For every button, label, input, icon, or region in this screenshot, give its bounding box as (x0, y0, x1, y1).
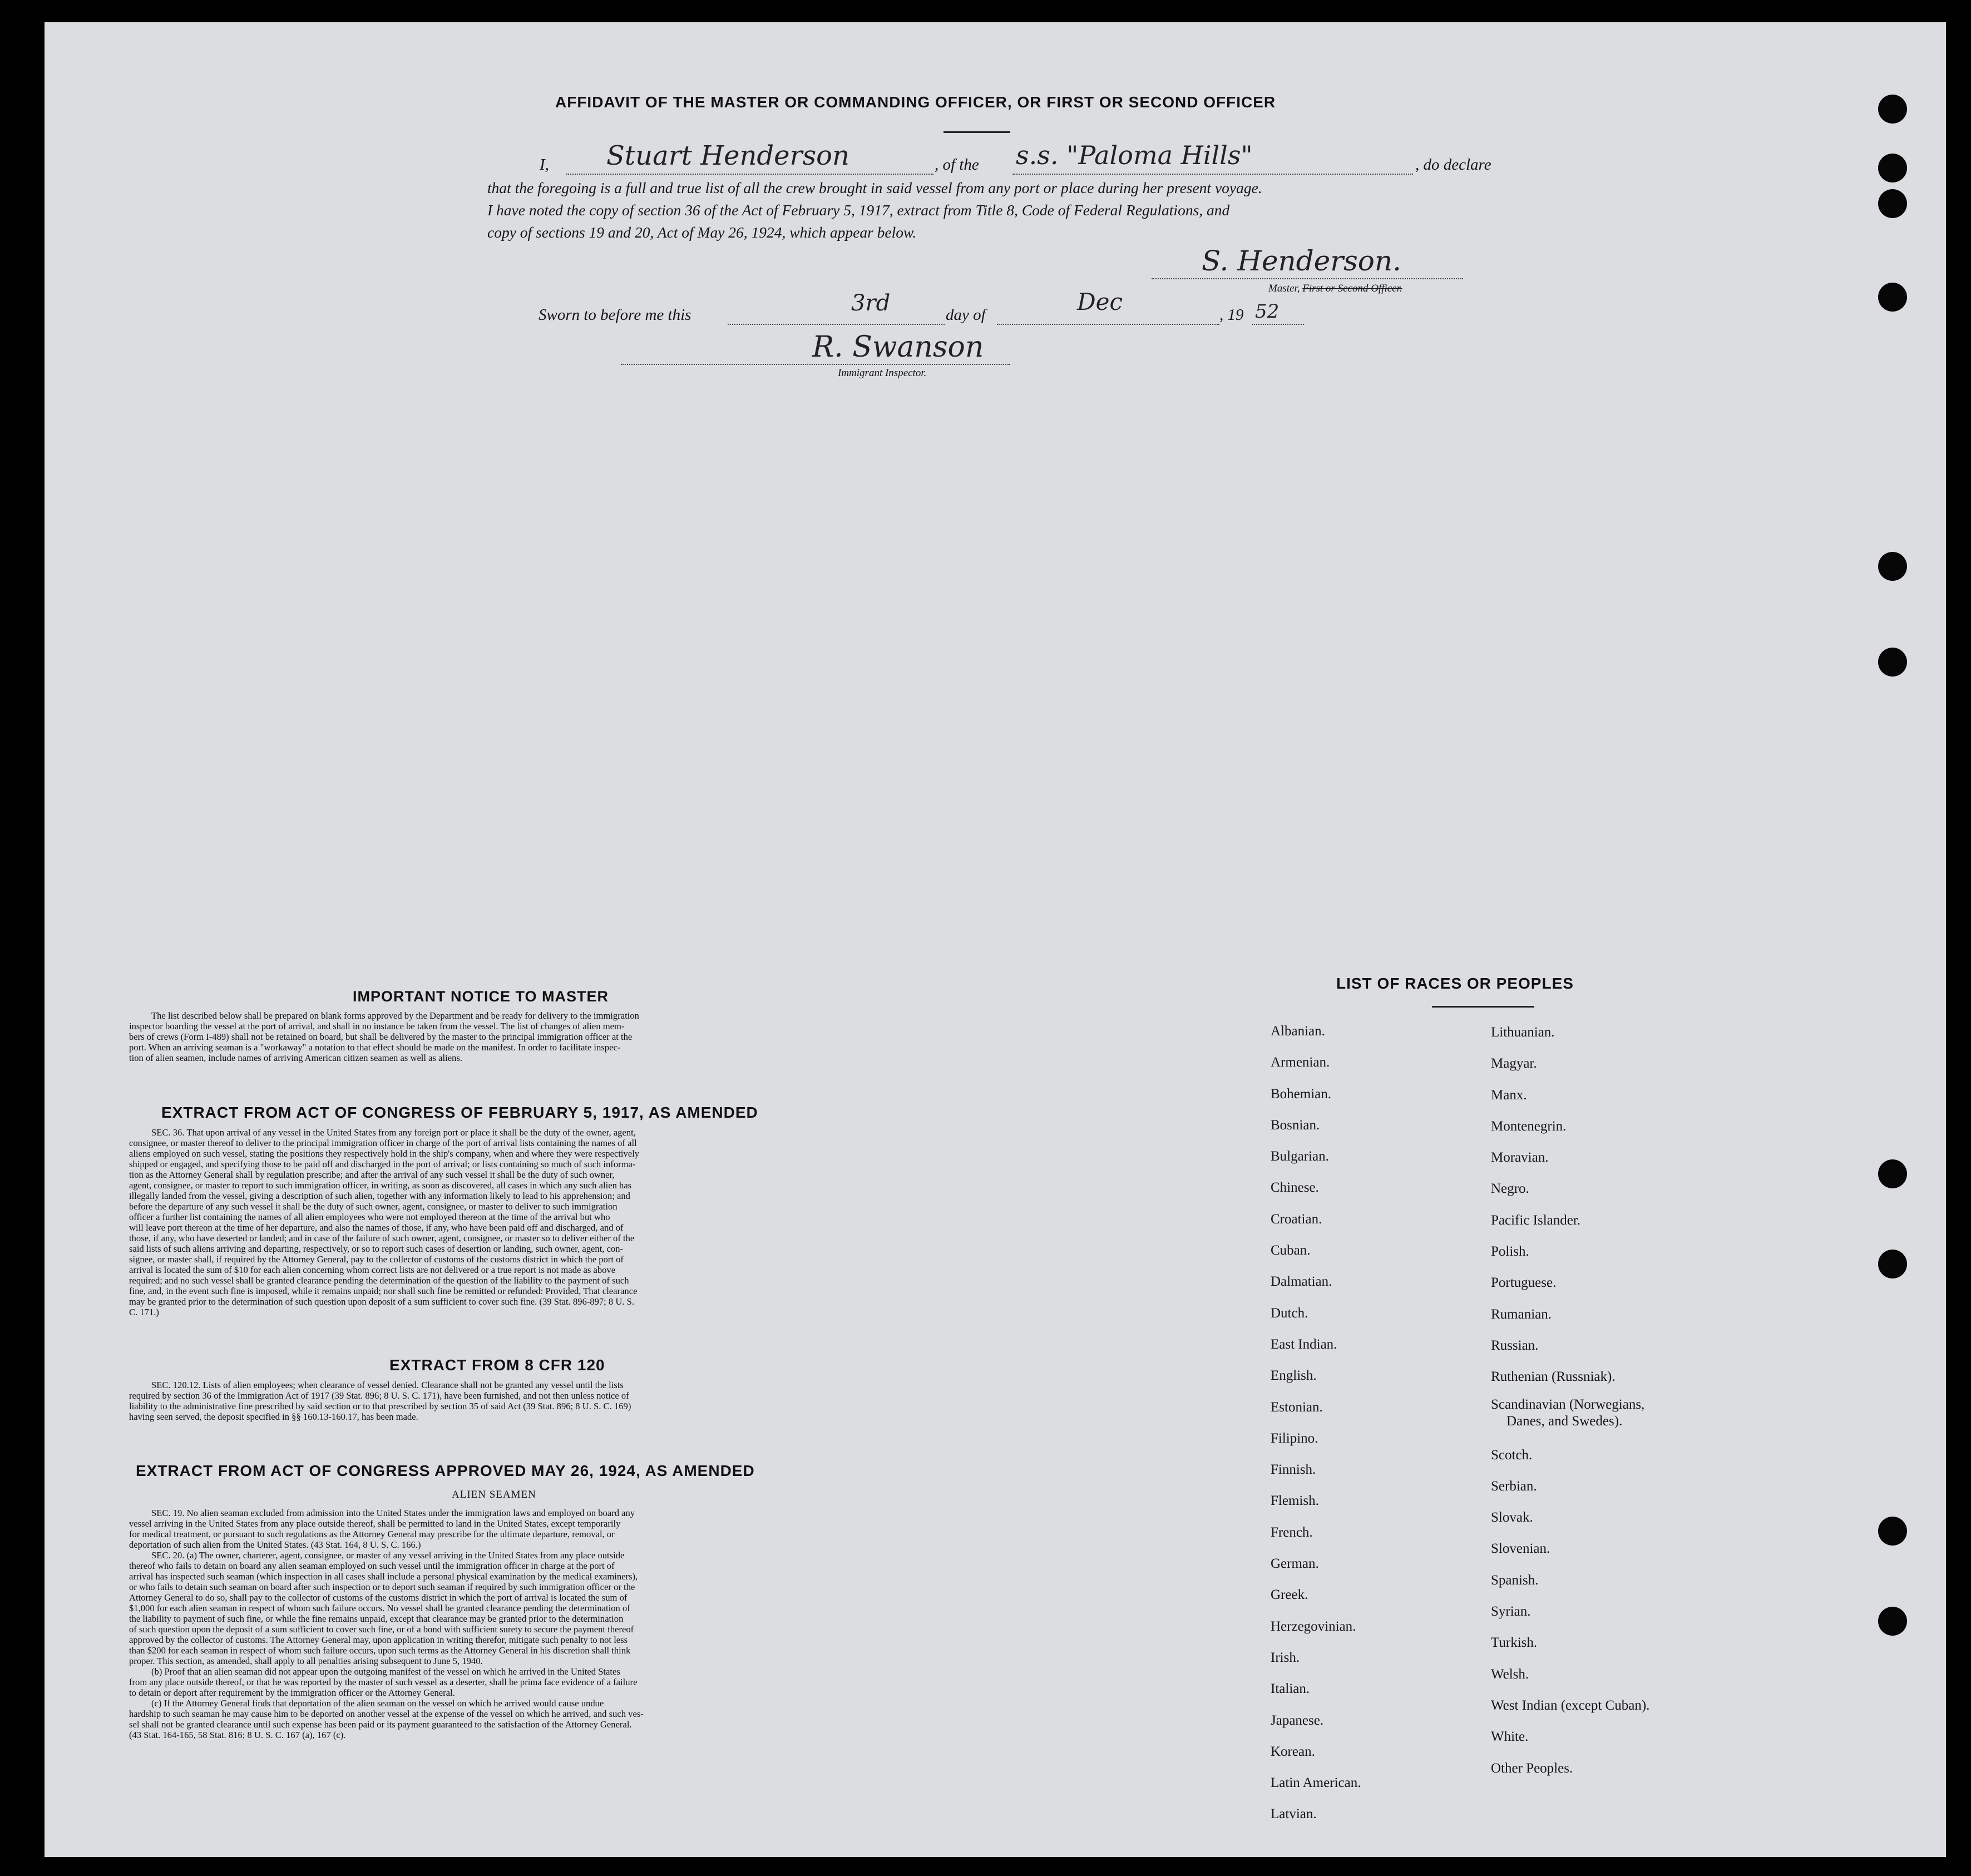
race-item: Latvian. (1271, 1806, 1317, 1822)
races-column-2 (1491, 1017, 1649, 1784)
punch-hole (1878, 154, 1907, 182)
extract-1924-line: from any place outside thereof, or that he was reported by the master of such vessel as a deserter, shall be prima face evidence of a failure (129, 1677, 638, 1687)
extract-1917-title: EXTRACT FROM ACT OF CONGRESS OF FEBRUARY 5, 1917, AS AMENDED (161, 1104, 758, 1121)
extract-1917-line: SEC. 36. That upon arrival of any vessel in the United States from any foreign port or place it shall be the duty of the owner, agent, (151, 1127, 636, 1138)
extract-1917-line: required; and no such vessel shall be granted clearance pending the determination of the question of the liability to the payment of such (129, 1275, 629, 1286)
race-item-scandinavian (1491, 1393, 1649, 1440)
race-item: Croatian. (1271, 1211, 1322, 1227)
extract-1924-subtitle: ALIEN SEAMEN (452, 1489, 536, 1500)
extract-1924-line: for medical treatment, or pursuant to such regulations as the Attorney General may prescribe for the ultimate departure, removal, or (129, 1529, 615, 1539)
race-item: Greek. (1271, 1587, 1308, 1603)
extract-1924-line: (b) Proof that an alien seaman did not appear upon the outgoing manifest of the vessel on which he arrived in the United States (151, 1666, 620, 1677)
extract-1924-line: thereof who fails to detain on board any alien seaman employed on such vessel until the immigration officer in charge at the port of (129, 1561, 615, 1571)
race-item: West Indian (except Cuban). (1491, 1697, 1650, 1713)
races-column-1 (1271, 1016, 1361, 1830)
race-item: Russian. (1491, 1337, 1539, 1353)
race-item: Japanese. (1271, 1712, 1324, 1728)
day-of-label: day of (946, 306, 986, 324)
officer-name-line (566, 174, 933, 175)
race-item: Korean. (1271, 1744, 1315, 1759)
inspector-signature-line (621, 364, 1010, 365)
race-item: Herzegovinian. (1271, 1618, 1356, 1634)
extract-1917-line: arrival is located the sum of $10 for each alien concerning whom correct lists are not delivered or a true report is not made as above (129, 1265, 616, 1275)
race-item: Slovenian. (1491, 1541, 1550, 1557)
race-item: German. (1271, 1556, 1319, 1572)
extract-cfr-line: liability to the administrative fine prescribed by said section or to that prescribed by section 35 of said Act (39 Stat. 896; 8 U. S. C. 169) (129, 1401, 631, 1411)
affidavit-line1-post: , do declare (1415, 156, 1491, 174)
race-item: Welsh. (1491, 1666, 1529, 1682)
races-title: LIST OF RACES OR PEOPLES (1336, 975, 1574, 992)
year-handwritten: 52 (1255, 300, 1280, 323)
race-item: Filipino. (1271, 1430, 1318, 1446)
affidavit-body-line: copy of sections 19 and 20, Act of May 26, 1924, which appear below. (487, 224, 917, 241)
race-item: Serbian. (1491, 1478, 1537, 1494)
punch-hole (1878, 95, 1907, 124)
officer-name-handwritten: Stuart Henderson (606, 140, 849, 171)
race-item: Manx. (1491, 1087, 1527, 1103)
notice-line: port. When an arriving seaman is a "workaway" a notation to that effect should be made on the manifest. In order to facilitate inspec- (129, 1042, 621, 1053)
extract-cfr-body (129, 1380, 927, 1422)
race-item: Scotch. (1491, 1447, 1533, 1463)
extract-1917-line: tion as the Attorney General shall by regulation prescribe; and after the arrival of any such vessel it shall be the duty of such owner, (129, 1169, 615, 1180)
year-line (1252, 324, 1304, 325)
punch-hole (1878, 552, 1907, 581)
extract-1924-line: approved by the collector of customs. The Attorney General may, upon application in writing therefor, mitigate such penalty to not less (129, 1635, 628, 1645)
extract-1924-line: arrival has inspected such seaman (which inspection in all cases shall include a personal physical examination by the medical examiners), (129, 1571, 638, 1582)
race-item: Magyar. (1491, 1056, 1537, 1072)
year-prefix: , 19 (1219, 306, 1244, 324)
sworn-month-line (997, 324, 1219, 325)
extract-1917-line: fine, and, in the event such fine is imposed, while it remains unpaid; nor shall such fine be remitted or refunded: Provided, That clearance (129, 1286, 638, 1296)
race-item: Polish. (1491, 1244, 1529, 1260)
extract-1924-line: $1,000 for each alien seaman in respect of whom such failure occurs. No vessel shall be granted clearance pending the determination of (129, 1603, 630, 1613)
race-item: Rumanian. (1491, 1306, 1552, 1322)
extract-1924-line: Attorney General to do so, shall pay to the collector of customs of the customs district in which the port of arrival is located the sum of (129, 1592, 628, 1603)
race-item: Italian. (1271, 1681, 1310, 1697)
race-item: Moravian. (1491, 1150, 1549, 1166)
race-item: Syrian. (1491, 1604, 1531, 1620)
extract-1917-line: officer a further list containing the names of all alien employees who were not employed thereon at the time of the arrival but who (129, 1212, 610, 1222)
affidavit-body-line: that the foregoing is a full and true list of all the crew brought in said vessel from any port or place during her present voyage. (487, 179, 1262, 196)
master-caption-label: Master, (1268, 283, 1300, 294)
extract-1924-line: deportation of such alien from the United States. (43 Stat. 164, 8 U. S. C. 166.) (129, 1539, 421, 1550)
extract-1917-line: said lists of such aliens arriving and departing, respectively, or so to report such cases of desertion or landing, such owner, agent, con- (129, 1243, 624, 1254)
notice-line: tion of alien seamen, include names of arriving American citizen seamen as well as aliens. (129, 1053, 463, 1063)
race-item: French. (1271, 1524, 1313, 1540)
race-item-scandinavian-line2: Danes, and Swedes). (1506, 1413, 1623, 1429)
extract-cfr-line: SEC. 120.12. Lists of alien employees; when clearance of vessel denied. Clearance shall not be granted any vessel until the lists (151, 1380, 624, 1390)
race-item: Irish. (1271, 1650, 1300, 1665)
race-item: Montenegrin. (1491, 1118, 1567, 1134)
affidavit-body-line: I have noted the copy of section 36 of the Act of February 5, 1917, extract from Title 8, Code of Federal Regulations, and (487, 201, 1230, 219)
extract-1917-line: aliens employed on such vessel, stating the positions they respectively hold in the ship's company, when and where they were respectively (129, 1148, 640, 1159)
extract-1924-title: EXTRACT FROM ACT OF CONGRESS APPROVED MAY 26, 1924, AS AMENDED (136, 1462, 755, 1479)
race-item-scandinavian-line1: Scandinavian (Norwegians, (1491, 1396, 1645, 1412)
race-item: Portuguese. (1491, 1275, 1557, 1291)
race-item: Bohemian. (1271, 1086, 1332, 1102)
race-item: Finnish. (1271, 1462, 1316, 1478)
notice-title: IMPORTANT NOTICE TO MASTER (353, 988, 609, 1005)
inspector-signature: R. Swanson (812, 330, 984, 364)
notice-line: bers of crews (Form I-489) shall not be retained on board, but shall be delivered by the master to the principal immigration officer at the (129, 1031, 633, 1042)
extract-1924-body (129, 1508, 927, 1740)
extract-1917-line: will leave port thereon at the time of her departure, and also the names of those, if any, who have been paid off and discharged, and of (129, 1222, 624, 1233)
race-item: Turkish. (1491, 1635, 1538, 1651)
affidavit-title: AFFIDAVIT OF THE MASTER OR COMMANDING OFFICER, OR FIRST OR SECOND OFFICER (555, 93, 1276, 111)
extract-1924-line: vessel arriving in the United States from any place outside thereof, shall be permitted to land in the United States, except temporarily (129, 1518, 621, 1529)
affidavit-line1-mid: , of the (935, 156, 979, 174)
race-item: Dalmatian. (1271, 1274, 1332, 1290)
race-item: Latin American. (1271, 1775, 1361, 1791)
extract-1924-line: SEC. 20. (a) The owner, charterer, agent, consignee, or master of any vessel arriving in the United States from any place outside (151, 1550, 625, 1561)
extract-1917-body (129, 1127, 927, 1317)
vessel-name-handwritten: s.s. "Paloma Hills" (1016, 140, 1253, 170)
title-rule (943, 131, 1010, 133)
punch-hole (1878, 1607, 1907, 1636)
extract-1924-line: or who fails to detain such seaman on board after such inspection or to deport such seaman if required by such immigration officer or the (129, 1582, 635, 1592)
master-caption (1268, 283, 1402, 295)
race-item: Slovak. (1491, 1510, 1533, 1526)
punch-hole (1878, 1250, 1907, 1278)
race-item: Lithuanian. (1491, 1025, 1555, 1040)
extract-cfr-line: having seen served, the deposit specified in §§ 160.13-160.17, has been made. (129, 1411, 418, 1422)
race-item: White. (1491, 1729, 1529, 1745)
extract-1917-line: shipped or engaged, and specifying those to be paid off and discharged in the port of arrival; or lists containing so much of such informa- (129, 1159, 636, 1169)
race-item: Negro. (1491, 1181, 1529, 1197)
vessel-name-line (1012, 174, 1413, 175)
inspector-caption: Immigrant Inspector. (838, 367, 927, 379)
extract-1917-line: consignee, or master thereof to deliver to the principal immigration officer in charge of the port of arrival lists containing the names of all (129, 1138, 637, 1148)
race-item: Estonian. (1271, 1399, 1323, 1415)
extract-1924-line: (43 Stat. 164-165, 58 Stat. 816; 8 U. S. C. 167 (a), 167 (c). (129, 1730, 346, 1740)
race-item: English. (1271, 1368, 1317, 1384)
notice-body (129, 1010, 927, 1063)
race-item: East Indian. (1271, 1336, 1337, 1352)
races-title-rule (1432, 1006, 1534, 1008)
extract-1924-line: (c) If the Attorney General finds that deportation of the alien seaman on the vessel on which he arrived would cause undue (151, 1698, 604, 1709)
master-caption-struck: First or Second Officer. (1302, 283, 1402, 294)
race-item: Bosnian. (1271, 1117, 1320, 1133)
race-item: Spanish. (1491, 1572, 1539, 1588)
extract-1917-line: signee, or master shall, if required by the Attorney General, pay to the collector of customs of the customs district in which the port of (129, 1254, 624, 1265)
master-signature: S. Henderson. (1202, 245, 1402, 277)
extract-cfr-title: EXTRACT FROM 8 CFR 120 (389, 1356, 605, 1374)
extract-1924-line: to detain or deport after requirement by the immigration officer or the Attorney General. (129, 1687, 455, 1698)
extract-1917-line: illegally landed from the vessel, giving a description of such alien, together with any information likely to lead to his apprehension; and (129, 1191, 630, 1201)
notice-line: The list described below shall be prepared on blank forms approved by the Department and be ready for delivery to the immigration (151, 1010, 639, 1021)
race-item: Pacific Islander. (1491, 1212, 1581, 1228)
punch-hole (1878, 648, 1907, 677)
extract-1924-line: proper. This section, as amended, shall apply to all penalties arising subsequent to June 5, 1940. (129, 1656, 483, 1666)
affidavit-line1-pre: I, (540, 156, 549, 174)
punch-hole (1878, 1159, 1907, 1188)
race-item: Chinese. (1271, 1180, 1319, 1196)
punch-hole (1878, 189, 1907, 218)
extract-1924-line: sel shall not be granted clearance until such expense has been paid or its payment guaranteed to the satisfaction of the Attorney General. (129, 1719, 632, 1730)
race-item: Bulgarian. (1271, 1149, 1329, 1164)
extract-1924-line: of such question upon the deposit of a sum sufficient to cover such fine, or of a bond with sufficient surety to secure the payment thereof (129, 1624, 634, 1635)
extract-1924-line: SEC. 19. No alien seaman excluded from admission into the United States under the immigration laws and employed on board any (151, 1508, 635, 1518)
extract-1917-line: may be granted prior to the determination of such question upon deposit of a sum sufficient to cover such fine. (39 Stat. 896-897; 8 U. S. (129, 1296, 635, 1307)
extract-1917-line: C. 171.) (129, 1307, 159, 1317)
punch-hole (1878, 1517, 1907, 1546)
extract-1924-line: the liability to payment of such fine, or while the fine remains unpaid, except that clearance may be granted prior to the determination (129, 1613, 624, 1624)
extract-cfr-line: required by section 36 of the Immigration Act of 1917 (39 Stat. 896; 8 U. S. C. 171), have been furnished, and not then unless notice of (129, 1390, 629, 1401)
extract-1917-line: those, if any, who have deserted or landed; and in case of the failure of such owner, agent, consignee, or master so to deliver either of the (129, 1233, 635, 1243)
sworn-label: Sworn to before me this (539, 306, 691, 324)
master-signature-line (1152, 278, 1463, 279)
extract-1924-line: than $200 for each seaman in respect of whom such failure occurs, upon such terms as the Attorney General in his discretion shall think (129, 1645, 631, 1656)
race-item: Dutch. (1271, 1305, 1308, 1321)
punch-hole (1878, 283, 1907, 312)
extract-1924-line: hardship to such seaman he may cause him to be deported on another vessel at the expense of the vessel on which he arrived, and such ves- (129, 1709, 644, 1719)
race-item: Albanian. (1271, 1024, 1325, 1039)
race-item: Cuban. (1271, 1243, 1311, 1258)
extract-1917-line: agent, consignee, or master to report to such immigration officer, in writing, as soon as discovered, all cases in which any such alien has (129, 1180, 632, 1191)
sworn-month-handwritten: Dec (1077, 288, 1123, 315)
extract-1917-line: before the departure of any such vessel it shall be the duty of such owner, agent, consignee, or master to deliver to such immigration (129, 1201, 618, 1212)
race-item: Flemish. (1271, 1493, 1319, 1509)
race-item: Other Peoples. (1491, 1760, 1573, 1776)
notice-line: inspector boarding the vessel at the port of arrival, and shall in no instance be taken from the vessel. The list of changes of alien mem- (129, 1021, 625, 1031)
race-item: Ruthenian (Russniak). (1491, 1369, 1616, 1385)
sworn-day-line (728, 324, 945, 325)
sworn-day-handwritten: 3rd (851, 290, 891, 316)
race-item: Armenian. (1271, 1055, 1330, 1070)
